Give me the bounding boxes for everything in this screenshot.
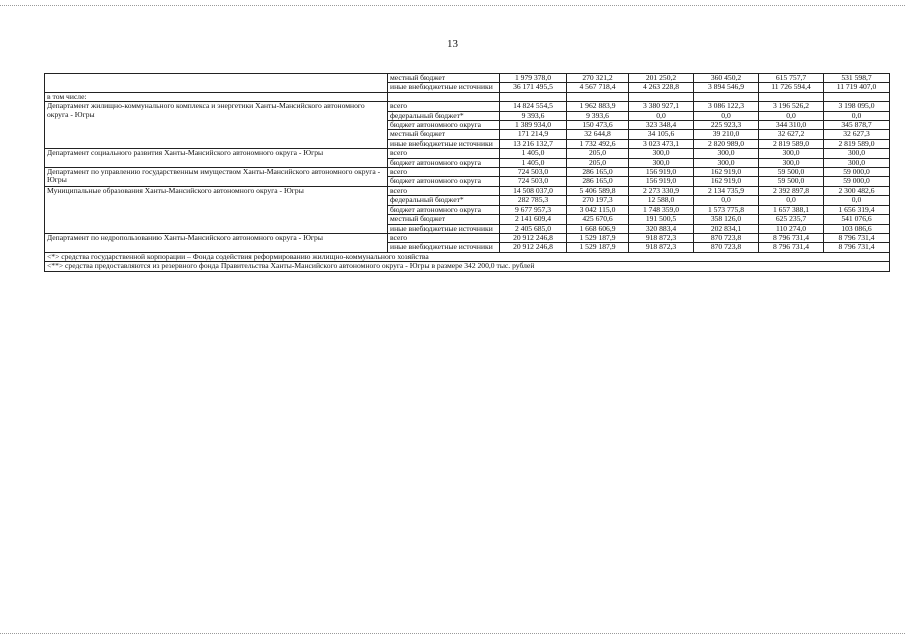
amount-cell: 8 796 731,4 xyxy=(759,243,824,252)
amount-cell: 11 726 594,4 xyxy=(759,83,824,92)
funding-source-cell: местный бюджет xyxy=(388,74,500,83)
footnote: <*> средства государственной корпорации – Фонда содействия реформированию жилищно-коммунального хозяйства xyxy=(45,252,890,261)
amount-cell: 3 086 122,3 xyxy=(694,102,759,111)
table-row xyxy=(45,149,890,158)
amount-cell: 323 348,4 xyxy=(629,121,694,130)
amount-cell: 282 785,3 xyxy=(500,196,567,205)
amount-cell: 270 197,3 xyxy=(567,196,629,205)
scan-edge-bottom xyxy=(0,633,905,634)
amount-cell: 300,0 xyxy=(824,158,890,167)
amount-cell: 1 962 883,9 xyxy=(567,102,629,111)
amount-cell: 8 796 731,4 xyxy=(824,243,890,252)
amount-cell: 2 141 609,4 xyxy=(500,215,567,224)
amount-cell: 320 883,4 xyxy=(629,224,694,233)
amount-cell: 12 588,0 xyxy=(629,196,694,205)
amount-cell: 541 076,6 xyxy=(824,215,890,224)
amount-cell: 8 796 731,4 xyxy=(759,233,824,242)
amount-cell: 870 723,8 xyxy=(694,233,759,242)
amount-cell: 9 393,6 xyxy=(567,111,629,120)
amount-cell: 3 023 473,1 xyxy=(629,139,694,148)
amount-cell: 358 126,0 xyxy=(694,215,759,224)
table-row xyxy=(45,186,890,195)
amount-cell: 2 300 482,6 xyxy=(824,186,890,195)
amount-cell: 103 086,6 xyxy=(824,224,890,233)
department-cell: Департамент по управлению государственным имуществом Ханты-Мансийского автономного округа - Югры xyxy=(45,168,388,187)
amount-cell: 4 263 228,8 xyxy=(629,83,694,92)
amount-cell: 0,0 xyxy=(824,196,890,205)
funding-source-cell: иные внебюджетные источники xyxy=(388,139,500,148)
amount-cell: 32 627,2 xyxy=(759,130,824,139)
department-cell: Департамент по недропользованию Ханты-Мансийского автономного округа - Югры xyxy=(45,233,388,252)
amount-cell: 0,0 xyxy=(824,111,890,120)
amount-cell: 162 919,0 xyxy=(694,177,759,186)
amount-cell: 205,0 xyxy=(567,158,629,167)
amount-cell: 3 894 546,9 xyxy=(694,83,759,92)
amount-cell: 286 165,0 xyxy=(567,168,629,177)
amount-cell: 59 000,0 xyxy=(824,168,890,177)
amount-cell: 171 214,9 xyxy=(500,130,567,139)
amount-cell: 59 000,0 xyxy=(824,177,890,186)
amount-cell: 425 670,6 xyxy=(567,215,629,224)
department-cell: в том числе: xyxy=(45,92,388,101)
amount-cell: 1 656 319,4 xyxy=(824,205,890,214)
amount-cell: 300,0 xyxy=(824,149,890,158)
amount-cell: 2 273 330,9 xyxy=(629,186,694,195)
amount-cell: 625 235,7 xyxy=(759,215,824,224)
amount-cell: 2 134 735,9 xyxy=(694,186,759,195)
amount-cell: 286 165,0 xyxy=(567,177,629,186)
amount-cell: 1 979 378,0 xyxy=(500,74,567,83)
amount-cell: 191 500,5 xyxy=(629,215,694,224)
department-cell: Муниципальные образования Ханты-Мансийского автономного округа - Югры xyxy=(45,186,388,233)
amount-cell: 300,0 xyxy=(629,149,694,158)
funding-source-cell: всего xyxy=(388,102,500,111)
amount-cell: 59 500,0 xyxy=(759,177,824,186)
amount-cell: 225 923,3 xyxy=(694,121,759,130)
amount-cell: 32 644,8 xyxy=(567,130,629,139)
amount-cell: 39 210,0 xyxy=(694,130,759,139)
amount-cell: 0,0 xyxy=(759,111,824,120)
amount-cell: 156 919,0 xyxy=(629,177,694,186)
amount-cell: 531 598,7 xyxy=(824,74,890,83)
amount-cell: 1 657 388,1 xyxy=(759,205,824,214)
amount-cell: 1 748 359,0 xyxy=(629,205,694,214)
amount-cell: 32 627,3 xyxy=(824,130,890,139)
amount-cell: 360 450,2 xyxy=(694,74,759,83)
amount-cell: 162 919,0 xyxy=(694,168,759,177)
funding-source-cell: федеральный бюджет* xyxy=(388,111,500,120)
amount-cell xyxy=(824,92,890,101)
amount-cell: 270 321,2 xyxy=(567,74,629,83)
funding-source-cell xyxy=(388,92,500,101)
amount-cell: 1 389 934,0 xyxy=(500,121,567,130)
amount-cell: 5 406 589,8 xyxy=(567,186,629,195)
amount-cell: 201 250,2 xyxy=(629,74,694,83)
funding-source-cell: всего xyxy=(388,233,500,242)
department-cell: Департамент социального развития Ханты-Мансийского автономного округа - Югры xyxy=(45,149,388,168)
amount-cell: 2 819 589,0 xyxy=(759,139,824,148)
funding-source-cell: федеральный бюджет* xyxy=(388,196,500,205)
amount-cell: 202 834,1 xyxy=(694,224,759,233)
amount-cell: 14 824 554,5 xyxy=(500,102,567,111)
funding-source-cell: иные внебюджетные источники xyxy=(388,243,500,252)
amount-cell: 345 878,7 xyxy=(824,121,890,130)
amount-cell xyxy=(694,92,759,101)
amount-cell: 344 310,0 xyxy=(759,121,824,130)
amount-cell: 110 274,0 xyxy=(759,224,824,233)
amount-cell: 2 820 989,0 xyxy=(694,139,759,148)
amount-cell: 1 405,0 xyxy=(500,149,567,158)
amount-cell: 34 105,6 xyxy=(629,130,694,139)
amount-cell: 9 393,6 xyxy=(500,111,567,120)
table-body xyxy=(45,74,890,272)
amount-cell xyxy=(629,92,694,101)
amount-cell: 156 919,0 xyxy=(629,168,694,177)
amount-cell: 300,0 xyxy=(759,149,824,158)
department-cell xyxy=(45,74,388,93)
budget-table xyxy=(44,73,890,272)
amount-cell: 918 872,3 xyxy=(629,233,694,242)
amount-cell: 300,0 xyxy=(694,149,759,158)
amount-cell: 3 380 927,1 xyxy=(629,102,694,111)
funding-source-cell: бюджет автономного округа xyxy=(388,205,500,214)
amount-cell: 1 732 492,6 xyxy=(567,139,629,148)
amount-cell: 0,0 xyxy=(629,111,694,120)
amount-cell: 918 872,3 xyxy=(629,243,694,252)
amount-cell: 3 198 095,0 xyxy=(824,102,890,111)
amount-cell: 615 757,7 xyxy=(759,74,824,83)
funding-source-cell: иные внебюджетные источники xyxy=(388,83,500,92)
amount-cell: 150 473,6 xyxy=(567,121,629,130)
amount-cell: 1 405,0 xyxy=(500,158,567,167)
amount-cell xyxy=(567,92,629,101)
funding-source-cell: всего xyxy=(388,149,500,158)
funding-source-cell: всего xyxy=(388,168,500,177)
amount-cell: 205,0 xyxy=(567,149,629,158)
amount-cell: 3 042 115,0 xyxy=(567,205,629,214)
amount-cell: 3 196 526,2 xyxy=(759,102,824,111)
amount-cell xyxy=(500,92,567,101)
amount-cell: 8 796 731,4 xyxy=(824,233,890,242)
table-row xyxy=(45,74,890,83)
amount-cell: 1 529 187,9 xyxy=(567,243,629,252)
amount-cell: 2 819 589,0 xyxy=(824,139,890,148)
amount-cell: 1 668 606,9 xyxy=(567,224,629,233)
amount-cell: 11 719 407,0 xyxy=(824,83,890,92)
funding-source-cell: местный бюджет xyxy=(388,130,500,139)
funding-source-cell: всего xyxy=(388,186,500,195)
scan-edge-top xyxy=(0,5,905,6)
footnote-row xyxy=(45,262,890,271)
amount-cell: 724 503,0 xyxy=(500,177,567,186)
amount-cell: 13 216 132,7 xyxy=(500,139,567,148)
amount-cell: 724 503,0 xyxy=(500,168,567,177)
amount-cell: 1 573 775,8 xyxy=(694,205,759,214)
amount-cell: 2 405 685,0 xyxy=(500,224,567,233)
amount-cell xyxy=(759,92,824,101)
amount-cell: 870 723,8 xyxy=(694,243,759,252)
amount-cell: 20 912 246,8 xyxy=(500,243,567,252)
amount-cell: 0,0 xyxy=(759,196,824,205)
footnote-row xyxy=(45,252,890,261)
amount-cell: 300,0 xyxy=(629,158,694,167)
table-row xyxy=(45,92,890,101)
funding-source-cell: бюджет автономного округа xyxy=(388,177,500,186)
amount-cell: 4 567 718,4 xyxy=(567,83,629,92)
amount-cell: 59 500,0 xyxy=(759,168,824,177)
amount-cell: 0,0 xyxy=(694,111,759,120)
page-number: 13 xyxy=(447,38,458,50)
department-cell: Департамент жилищно-коммунального комплекса и энергетики Ханты-Мансийского автономного округа - Югры xyxy=(45,102,388,149)
amount-cell: 36 171 495,5 xyxy=(500,83,567,92)
table-row xyxy=(45,102,890,111)
amount-cell: 2 392 897,8 xyxy=(759,186,824,195)
funding-source-cell: иные внебюджетные источники xyxy=(388,224,500,233)
funding-source-cell: бюджет автономного округа xyxy=(388,121,500,130)
table-row xyxy=(45,168,890,177)
table-row xyxy=(45,233,890,242)
amount-cell: 0,0 xyxy=(694,196,759,205)
amount-cell: 20 912 246,8 xyxy=(500,233,567,242)
amount-cell: 300,0 xyxy=(759,158,824,167)
amount-cell: 300,0 xyxy=(694,158,759,167)
funding-source-cell: местный бюджет xyxy=(388,215,500,224)
footnote: <**> средства предоставляются из резервного фонда Правительства Ханты-Мансийского автономного округа - Югры в размере 342 200,0 тыс. рублей xyxy=(45,262,890,271)
amount-cell: 14 508 037,0 xyxy=(500,186,567,195)
amount-cell: 9 677 957,3 xyxy=(500,205,567,214)
funding-source-cell: бюджет автономного округа xyxy=(388,158,500,167)
amount-cell: 1 529 187,9 xyxy=(567,233,629,242)
